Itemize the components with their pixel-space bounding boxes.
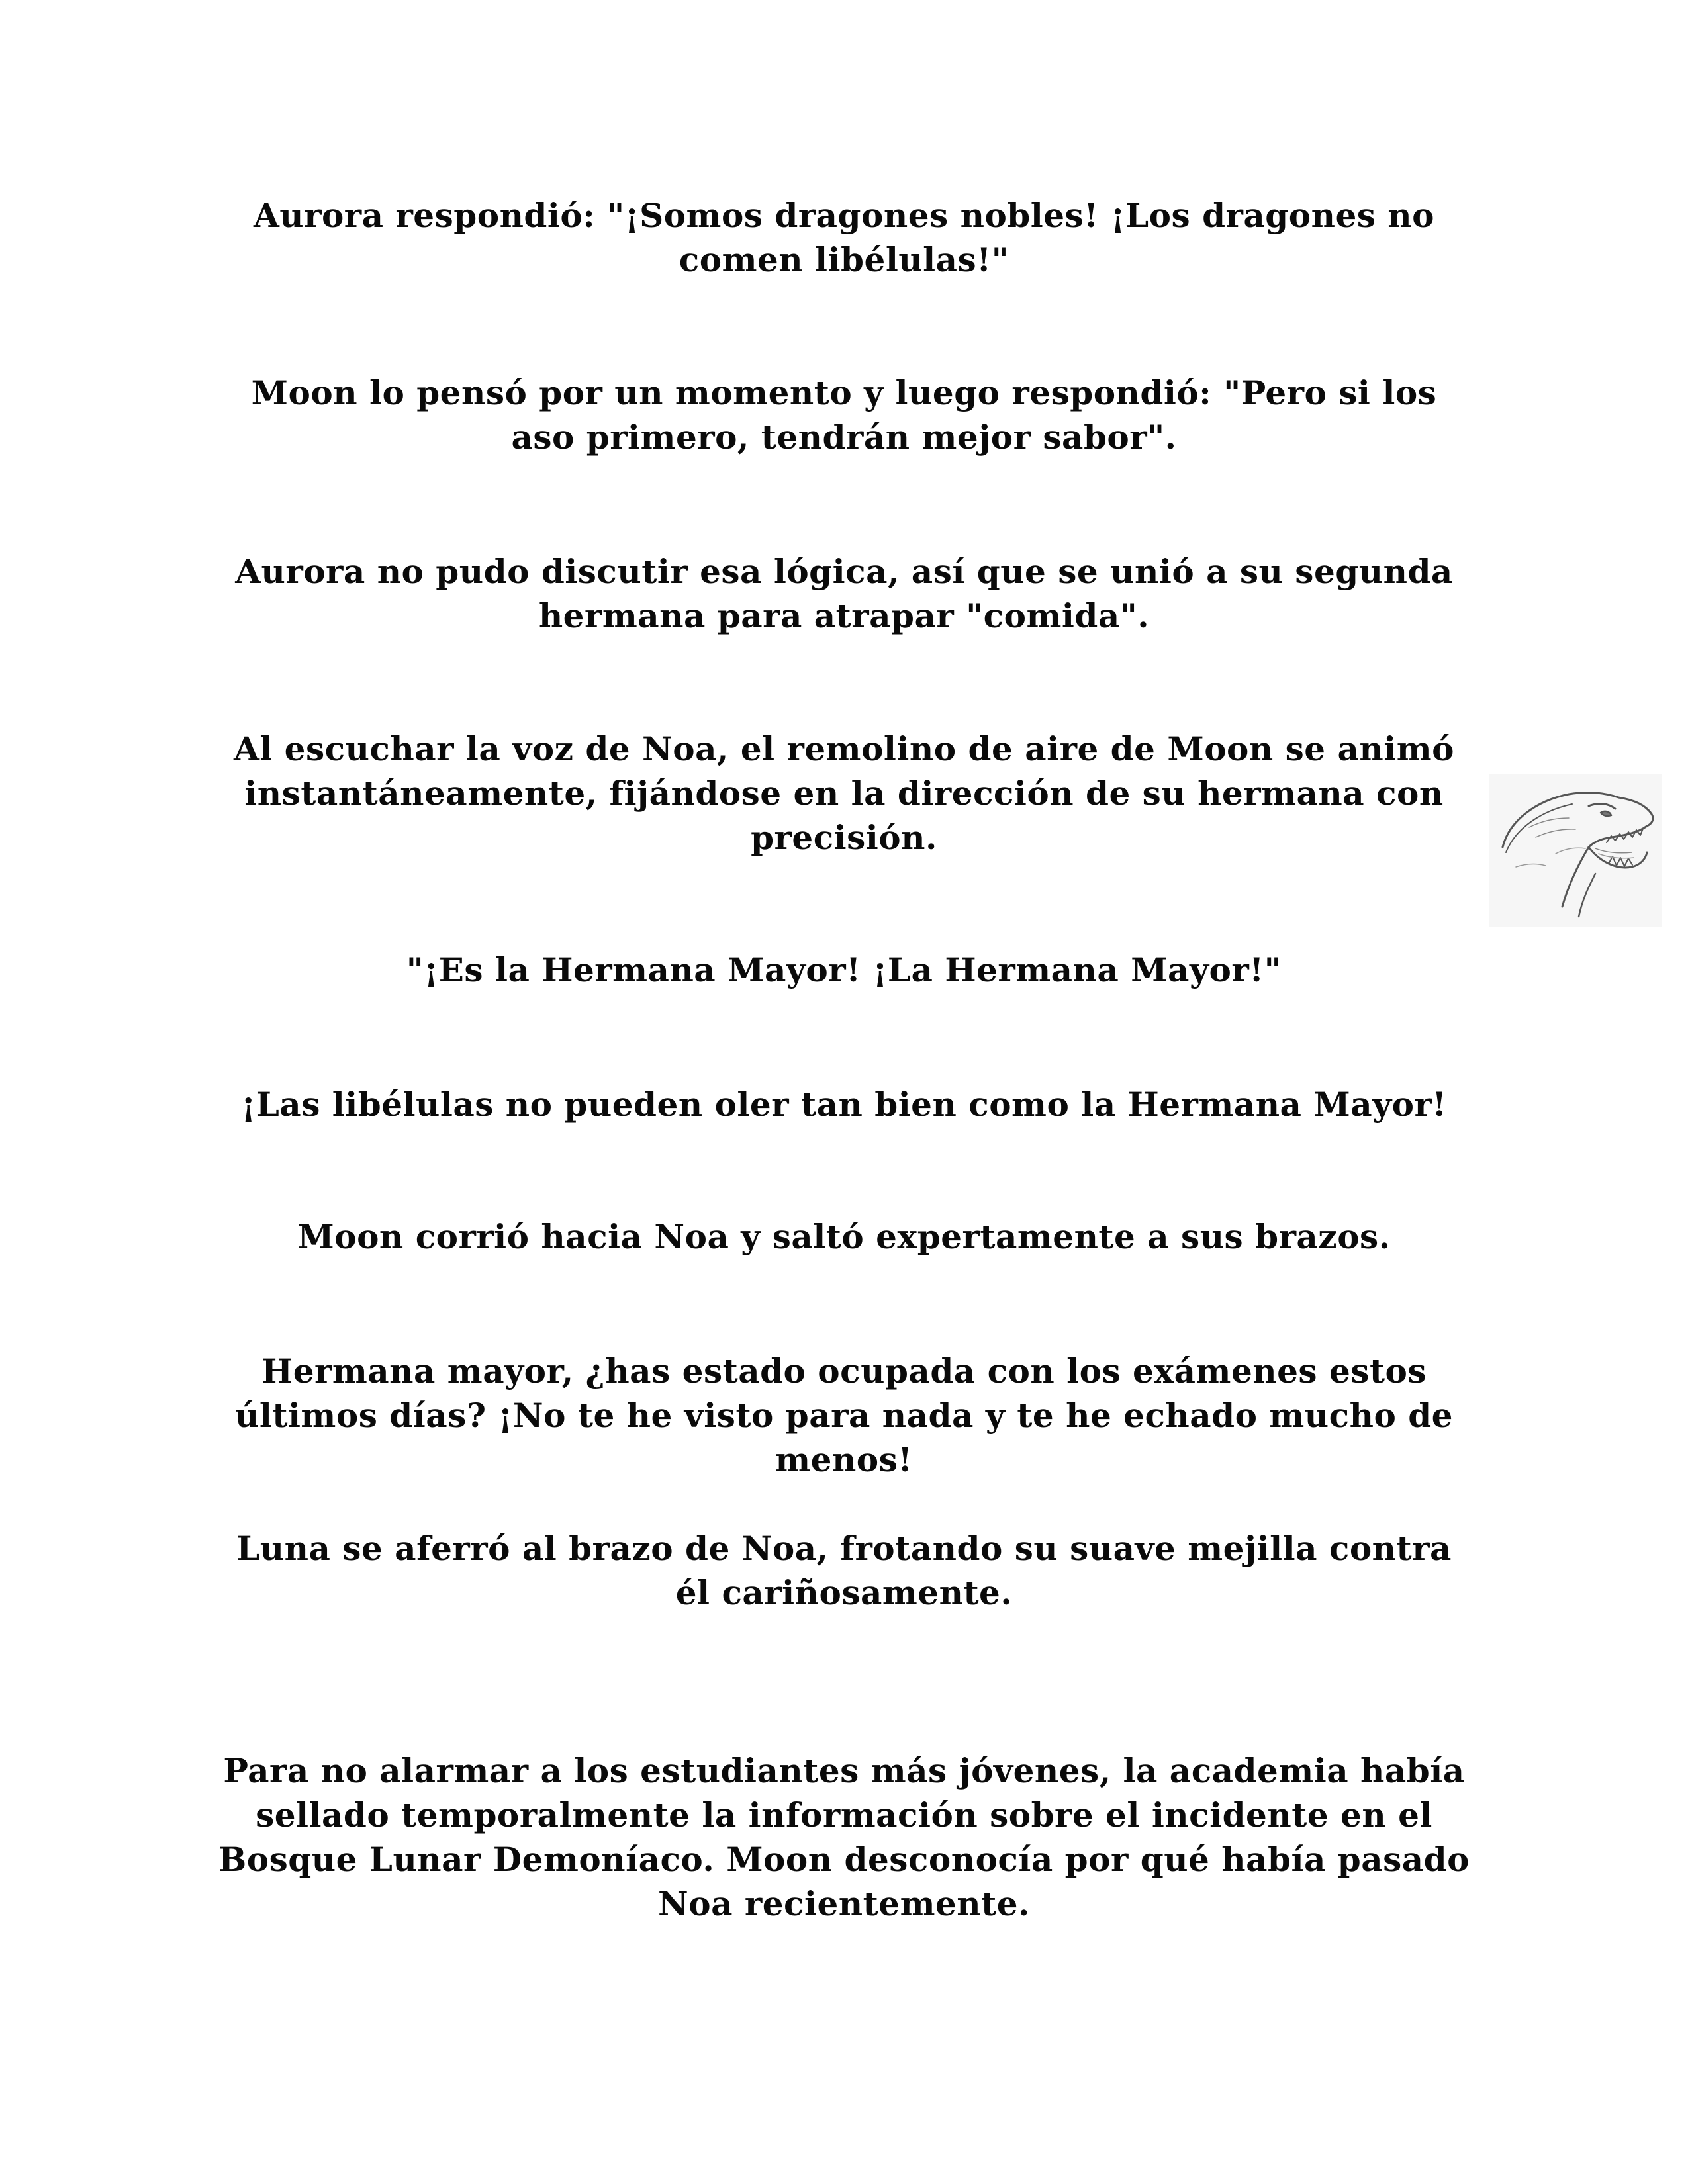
paragraph-1: Aurora respondió: "¡Somos dragones nobles! ¡Los dragones no comen libélulas!" (253, 196, 1435, 279)
dinosaur-head-sketch-icon (1489, 774, 1662, 927)
paragraph-10: Para no alarmar a los estudiantes más jóvenes, la academia había sellado temporalmente la información sobre el incidente en el Bosque Lunar Demoníaco. Moon desconocía por qué había pasado Noa recientemente. (218, 1751, 1470, 1923)
paragraph-2: Moon lo pensó por un momento y luego respondió: "Pero si los aso primero, tendrán mejor sabor". (251, 373, 1437, 457)
paragraph-8: Hermana mayor, ¿has estado ocupada con los exámenes estos últimos días? ¡No te he visto para nada y te he echado mucho de menos! (235, 1351, 1453, 1479)
paragraph-3: Aurora no pudo discutir esa lógica, así que se unió a su segunda hermana para atrapar "comida". (235, 552, 1453, 635)
paragraph-4: Al escuchar la voz de Noa, el remolino de aire de Moon se animó instantáneamente, fijándose en la dirección de su hermana con precisión. (233, 729, 1455, 857)
paragraph-6: ¡Las libélulas no pueden oler tan bien como la Hermana Mayor! (241, 1085, 1447, 1124)
paragraph-5: "¡Es la Hermana Mayor! ¡La Hermana Mayor!" (406, 950, 1282, 989)
paragraph-7: Moon corrió hacia Noa y saltó expertamente a sus brazos. (297, 1217, 1391, 1256)
paragraph-9: Luna se aferró al brazo de Noa, frotando su suave mejilla contra él cariñosamente. (236, 1529, 1452, 1612)
